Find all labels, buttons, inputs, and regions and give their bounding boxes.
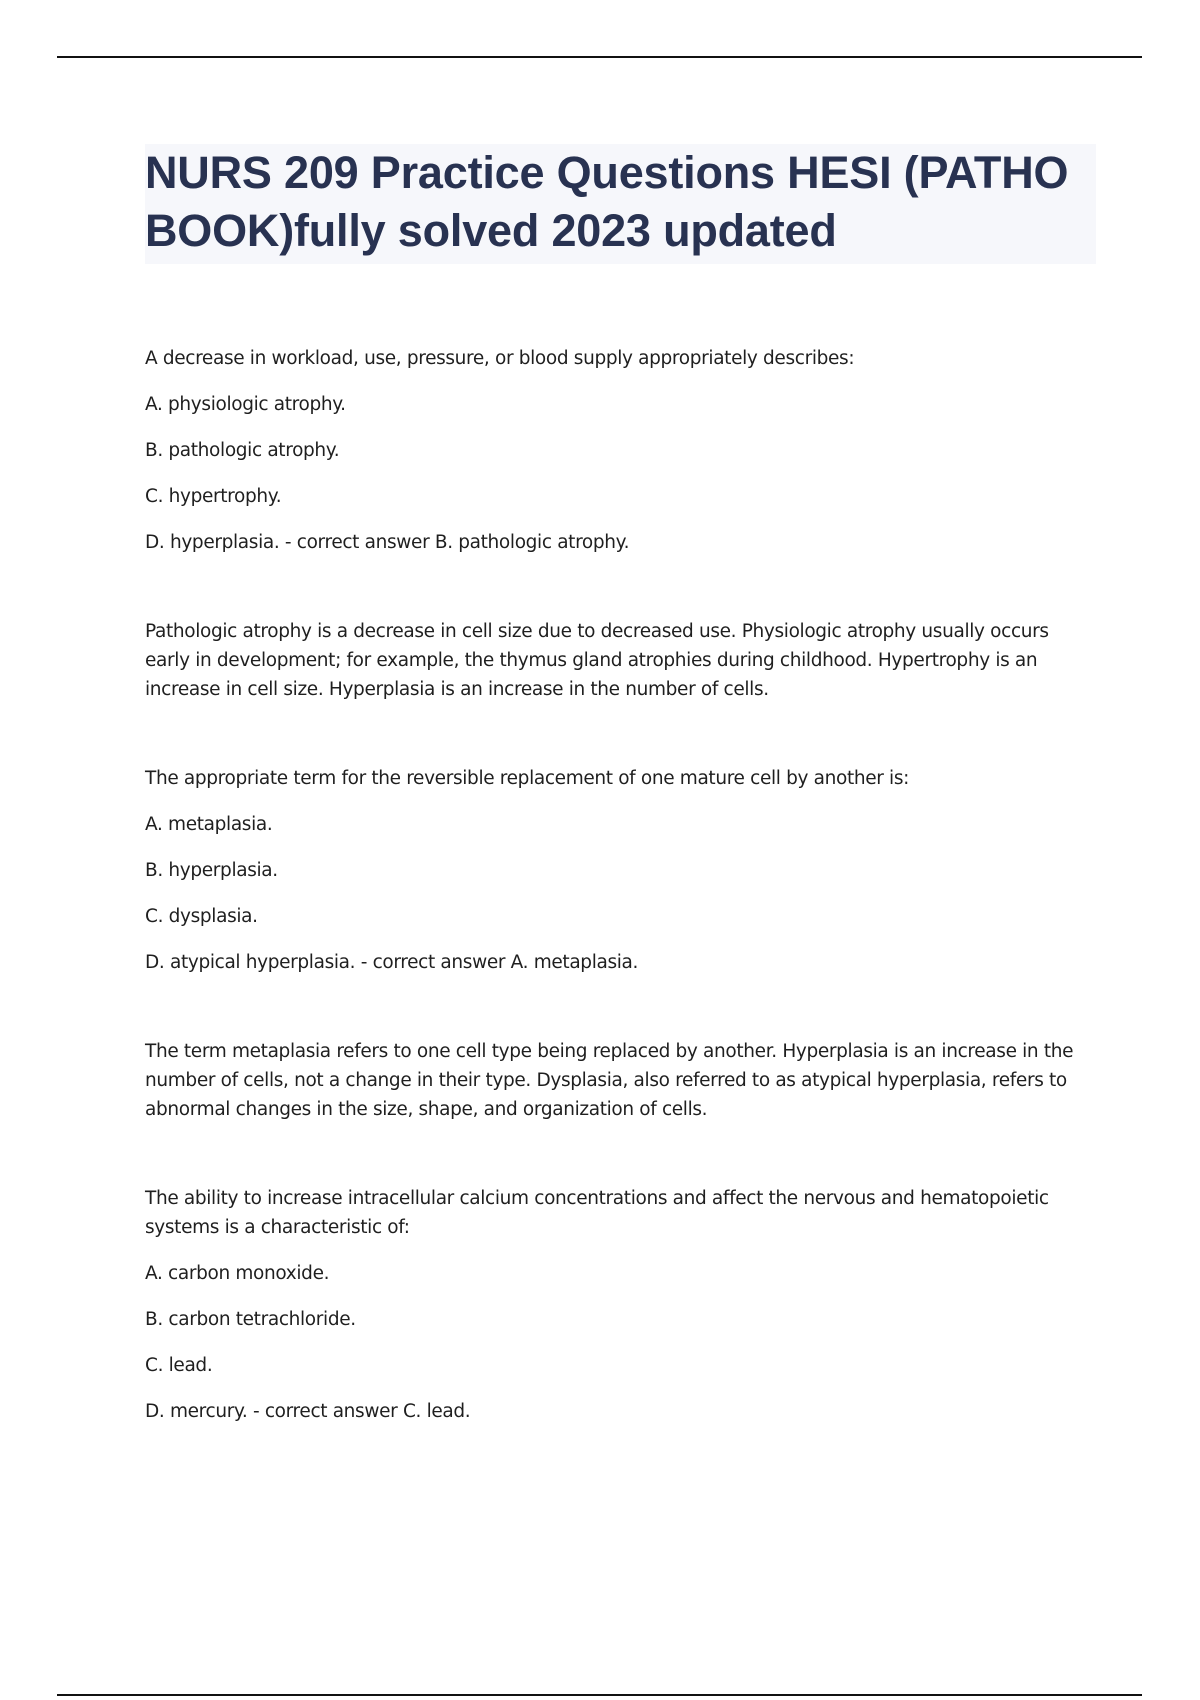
answer-option-b: B. carbon tetrachloride. [145, 1309, 356, 1330]
answer-option-b: B. pathologic atrophy. [145, 440, 340, 461]
answer-option-a: A. physiologic atrophy. [145, 394, 346, 415]
top-rule [57, 56, 1142, 58]
answer-option-c: C. hypertrophy. [145, 486, 282, 507]
question-3 [145, 1184, 1085, 1426]
rationale-line: Pathologic atrophy is a decrease in cell size due to decreased use. Physiologic atrophy usually occurs [145, 621, 1049, 642]
question-stem-line: systems is a characteristic of: [145, 1217, 410, 1238]
answer-option-c: C. lead. [145, 1355, 213, 1376]
rationale-line: increase in cell size. Hyperplasia is an increase in the number of cells. [145, 679, 769, 700]
rationale-line: The term metaplasia refers to one cell type being replaced by another. Hyperplasia is an increase in the [145, 1041, 1074, 1062]
rationale-line: early in development; for example, the thymus gland atrophies during childhood. Hypertrophy is an [145, 650, 1038, 671]
answer-option-c: C. dysplasia. [145, 906, 258, 927]
document-title: NURS 209 Practice Questions HESI (PATHO BOOK)fully solved 2023 updated [145, 147, 1069, 256]
question-2 [145, 764, 1085, 1124]
rationale [145, 617, 1085, 704]
question-stem-line: The ability to increase intracellular calcium concentrations and affect the nervous and hematopoietic [145, 1188, 1049, 1209]
question-stem: A decrease in workload, use, pressure, or blood supply appropriately describes: [145, 348, 855, 369]
rationale-line: abnormal changes in the size, shape, and organization of cells. [145, 1099, 708, 1120]
answer-option-a: A. metaplasia. [145, 814, 273, 835]
answer-option-d: D. atypical hyperplasia. - correct answer A. metaplasia. [145, 952, 639, 973]
answer-option-a: A. carbon monoxide. [145, 1263, 330, 1284]
title-block [145, 144, 1096, 264]
rationale-line: number of cells, not a change in their type. Dysplasia, also referred to as atypical hyperplasia, refers to [145, 1070, 1067, 1091]
document-body [145, 344, 1085, 1426]
answer-option-d: D. mercury. - correct answer C. lead. [145, 1401, 471, 1422]
answer-option-b: B. hyperplasia. [145, 860, 278, 881]
question-1 [145, 344, 1085, 704]
answer-option-d: D. hyperplasia. - correct answer B. pathologic atrophy. [145, 532, 630, 553]
bottom-rule [57, 1694, 1142, 1696]
question-stem: The appropriate term for the reversible replacement of one mature cell by another is: [145, 768, 909, 789]
rationale [145, 1037, 1085, 1124]
